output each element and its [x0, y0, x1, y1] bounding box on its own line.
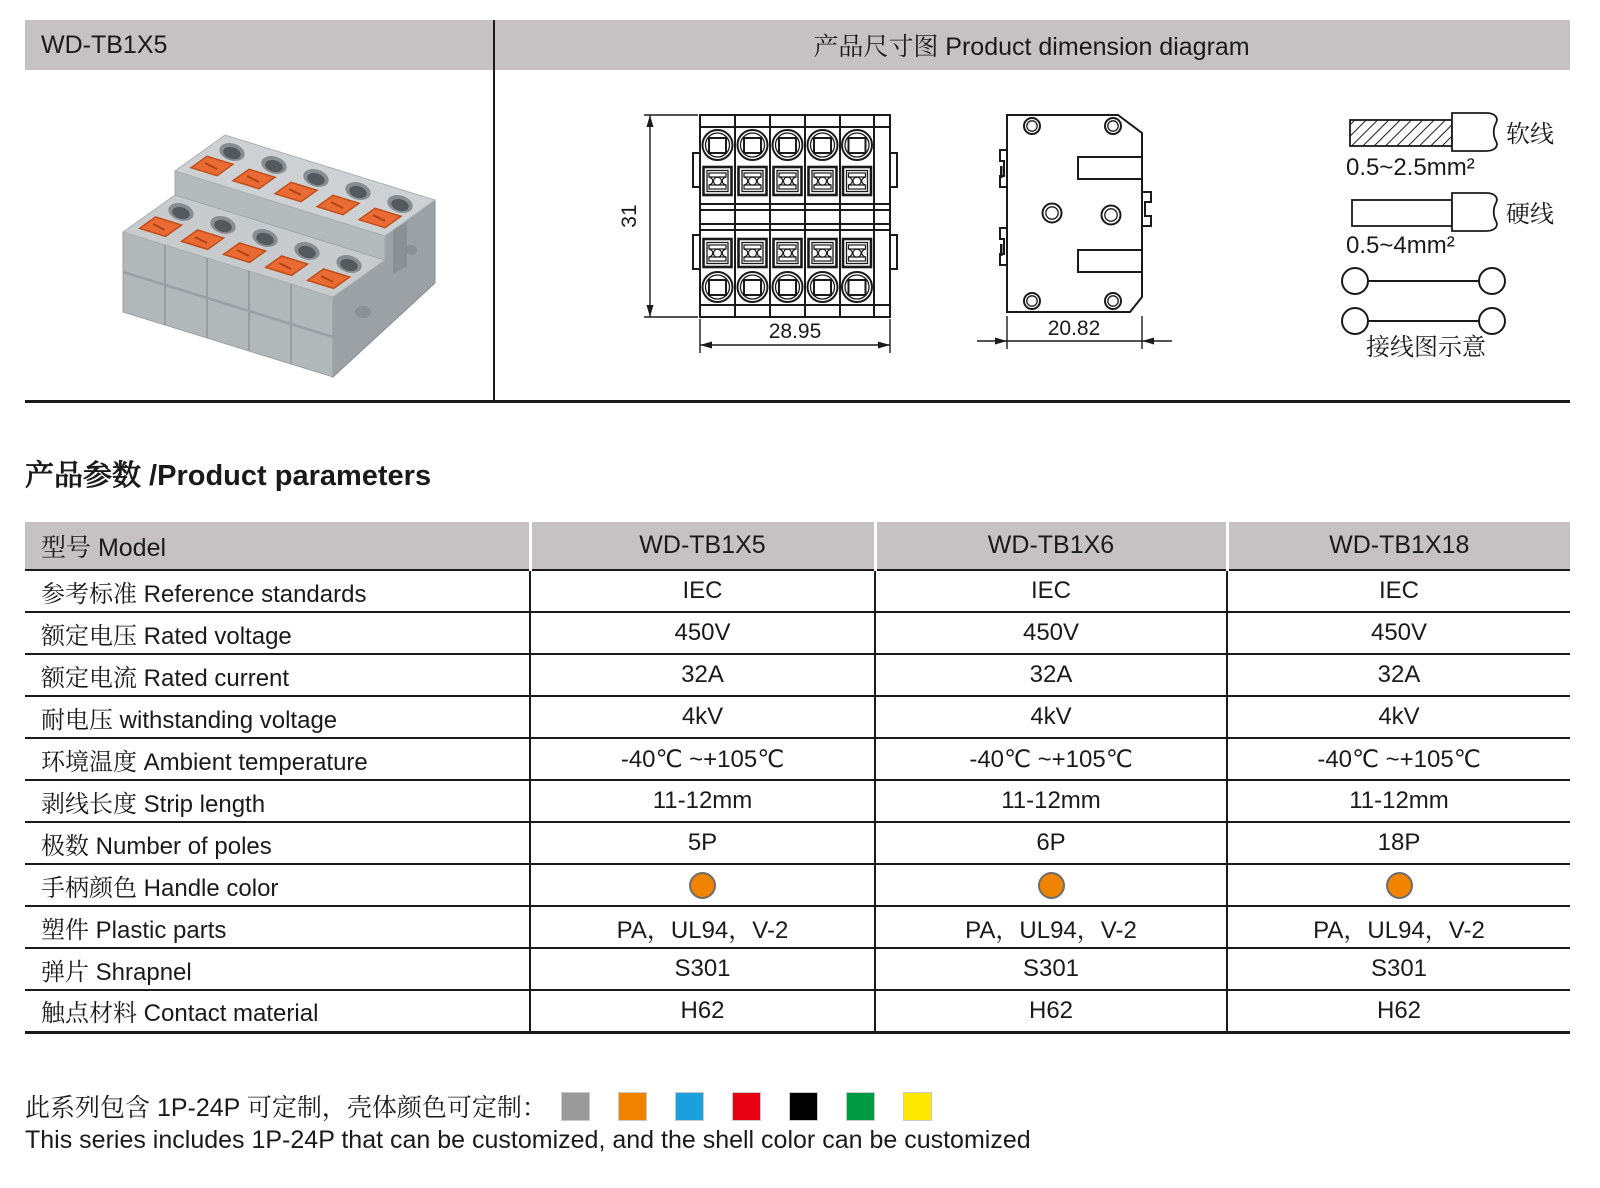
diagram-title: 产品尺寸图 Product dimension diagram	[813, 33, 1250, 61]
hard-wire-range: 0.5~4mm²	[1346, 232, 1455, 259]
parameters-title: 产品参数 /Product parameters	[25, 460, 432, 492]
shell-color-swatches	[561, 1092, 960, 1121]
wiring-caption: 接线图示意	[1366, 334, 1486, 361]
table-row	[25, 948, 1570, 990]
table-row	[25, 696, 1570, 738]
row-label: 弹片 Shrapnel	[25, 948, 530, 990]
value-cell: 450V	[875, 612, 1227, 654]
value-cell: 5P	[530, 822, 875, 864]
parameters-table	[25, 522, 1570, 1034]
table-row	[25, 906, 1570, 948]
table-row	[25, 822, 1570, 864]
shell-color-swatch	[618, 1092, 647, 1121]
row-label: 额定电流 Rated current	[25, 654, 530, 696]
row-label: 手柄颜色 Handle color	[25, 864, 530, 906]
model-title: WD-TB1X5	[41, 30, 168, 59]
value-cell: 4kV	[875, 696, 1227, 738]
value-cell: -40℃ ~+105℃	[1227, 738, 1570, 780]
row-label: 塑件 Plastic parts	[25, 906, 530, 948]
row-label: 极数 Number of poles	[25, 822, 530, 864]
value-cell: 6P	[875, 822, 1227, 864]
header-vertical-divider	[493, 20, 495, 403]
value-cell: 450V	[530, 612, 875, 654]
table-row	[25, 654, 1570, 696]
value-cell: 11-12mm	[530, 780, 875, 822]
parameters-table-body	[25, 570, 1570, 1032]
value-cell: PA，UL94，V-2	[875, 906, 1227, 948]
value-cell: 32A	[530, 654, 875, 696]
value-cell: 450V	[1227, 612, 1570, 654]
table-row	[25, 780, 1570, 822]
row-label: 剥线长度 Strip length	[25, 780, 530, 822]
value-cell: PA，UL94，V-2	[1227, 906, 1570, 948]
table-row	[25, 738, 1570, 780]
value-cell: -40℃ ~+105℃	[875, 738, 1227, 780]
value-cell: S301	[1227, 948, 1570, 990]
value-cell: H62	[875, 990, 1227, 1032]
footer-note-en: This series includes 1P-24P that can be customized, and the shell color can be customized	[25, 1126, 1031, 1154]
side-dimension-drawing	[940, 95, 1200, 365]
row-label: 参考标准 Reference standards	[25, 570, 530, 612]
shell-color-swatch	[561, 1092, 590, 1121]
row-label: 触点材料 Contact material	[25, 990, 530, 1032]
table-row	[25, 612, 1570, 654]
value-cell: 4kV	[1227, 696, 1570, 738]
handle-color-cell	[530, 864, 875, 906]
hard-wire-icon	[1352, 193, 1497, 231]
value-cell: H62	[530, 990, 875, 1032]
value-cell: 11-12mm	[1227, 780, 1570, 822]
value-cell: 4kV	[530, 696, 875, 738]
shell-color-swatch	[789, 1092, 818, 1121]
header-model-label: 型号 Model	[25, 522, 530, 570]
header-col-wd-tb1x18: WD-TB1X18	[1227, 522, 1570, 570]
handle-color-dot	[689, 872, 716, 899]
product-photo	[95, 100, 465, 380]
front-dimension-drawing	[610, 95, 920, 365]
header-col-wd-tb1x5: WD-TB1X5	[530, 522, 875, 570]
table-row	[25, 864, 1570, 906]
value-cell: S301	[875, 948, 1227, 990]
wiring-diagram-icon	[1342, 268, 1505, 334]
table-row	[25, 990, 1570, 1032]
handle-color-cell	[875, 864, 1227, 906]
handle-color-dot	[1038, 872, 1065, 899]
value-cell: 11-12mm	[875, 780, 1227, 822]
value-cell: -40℃ ~+105℃	[530, 738, 875, 780]
footer-note-zh: 此系列包含 1P-24P 可定制，壳体颜色可定制：	[25, 1094, 547, 1122]
wire-legend	[1300, 95, 1590, 365]
value-cell: 32A	[875, 654, 1227, 696]
value-cell: 18P	[1227, 822, 1570, 864]
row-label: 环境温度 Ambient temperature	[25, 738, 530, 780]
table-header-row	[25, 522, 1570, 570]
shell-color-swatch	[903, 1092, 932, 1121]
value-cell: IEC	[1227, 570, 1570, 612]
value-cell: PA，UL94，V-2	[530, 906, 875, 948]
hard-wire-label: 硬线	[1506, 201, 1554, 228]
soft-wire-range: 0.5~2.5mm²	[1346, 154, 1475, 181]
header-bar	[25, 20, 1570, 70]
shell-color-swatch	[846, 1092, 875, 1121]
handle-color-cell	[1227, 864, 1570, 906]
front-width-dim-label: 28.95	[768, 320, 822, 343]
front-height-dim-label: 31	[618, 204, 641, 228]
shell-color-swatch	[675, 1092, 704, 1121]
value-cell: IEC	[875, 570, 1227, 612]
soft-wire-label: 软线	[1506, 121, 1554, 148]
header-col-wd-tb1x6: WD-TB1X6	[875, 522, 1227, 570]
value-cell: 32A	[1227, 654, 1570, 696]
side-width-dim-label: 20.82	[1047, 317, 1101, 340]
value-cell: S301	[530, 948, 875, 990]
top-section-bottom-rule	[25, 400, 1570, 403]
soft-wire-icon	[1350, 113, 1497, 151]
row-label: 耐电压 withstanding voltage	[25, 696, 530, 738]
handle-color-dot	[1386, 872, 1413, 899]
row-label: 额定电压 Rated voltage	[25, 612, 530, 654]
shell-color-swatch	[732, 1092, 761, 1121]
value-cell: IEC	[530, 570, 875, 612]
table-row	[25, 570, 1570, 612]
value-cell: H62	[1227, 990, 1570, 1032]
